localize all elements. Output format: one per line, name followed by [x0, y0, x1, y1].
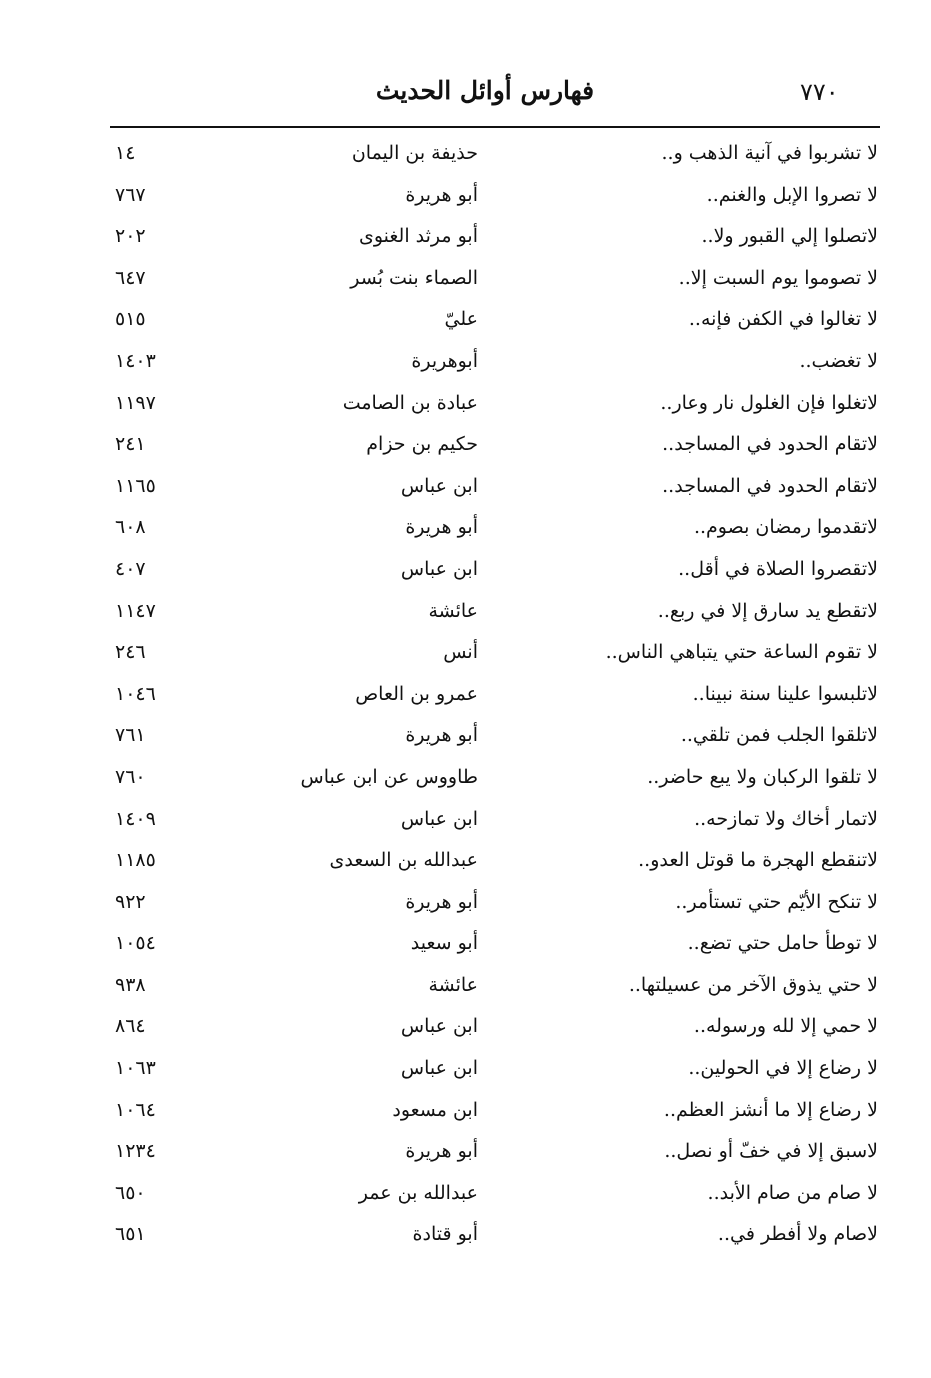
page-title: فهارس أوائل الحديث: [375, 76, 595, 105]
narrator-name: أبو هريرة: [405, 183, 478, 206]
hadith-text: لا تشربوا في آنية الذهب و..: [661, 142, 878, 164]
page-reference: ٢٠٢: [115, 225, 146, 248]
narrator-name: عبدالله بن عمر: [358, 1181, 478, 1204]
page-reference: ٦٠٨: [115, 516, 146, 539]
page-reference: ١١٤٧: [115, 599, 156, 622]
narrator-name: أبو هريرة: [405, 516, 478, 539]
hadith-text: لا تصوموا يوم السبت إلا..: [678, 266, 878, 289]
narrator-name: أبو هريرة: [405, 1140, 478, 1163]
narrator-name: عبدالله بن السعدى: [329, 849, 478, 872]
narrator-name: أبو هريرة: [405, 890, 478, 913]
narrator-name: عائشة: [428, 973, 478, 996]
hadith-text: لا حتي يذوق الآخر من عسيلتها..: [628, 973, 878, 996]
hadith-text: لاتصلوا إلي القبور ولا..: [701, 225, 878, 248]
page-reference: ٧٦١: [115, 724, 146, 747]
table-row: [100, 176, 890, 218]
hadith-text: لاتقام الحدود في المساجد..: [662, 433, 878, 456]
hadith-text: لا توطأ حامل حتي تضع..: [687, 932, 878, 955]
hadith-text: لا صام من صام الأبد..: [707, 1181, 878, 1204]
table-row: [100, 550, 890, 592]
hadith-text: لاتقام الحدود في المساجد..: [662, 474, 878, 497]
table-row: [100, 259, 890, 301]
hadith-text: لاتلبسوا علينا سنة نبينا..: [692, 682, 878, 705]
page-reference: ٦٤٧: [115, 266, 146, 289]
hadith-text: لا حمي إلا لله ورسوله..: [693, 1015, 878, 1038]
hadith-text: لا رضاع إلا ما أنشز العظم..: [663, 1098, 878, 1121]
table-row: [100, 342, 890, 384]
narrator-name: ابن عباس: [400, 557, 478, 580]
table-row: [100, 1132, 890, 1174]
hadith-text: لا تنكح الأيّم حتي تستأمر..: [675, 890, 878, 913]
hadith-text: لاتغلوا فإن الغلول نار وعار..: [660, 391, 878, 414]
narrator-name: ابن عباس: [400, 1057, 478, 1080]
narrator-name: أبو مرثد الغنوى: [358, 225, 478, 248]
narrator-name: أبو قتادة: [412, 1223, 478, 1246]
page-reference: ٦٥١: [115, 1223, 146, 1246]
narrator-name: عمرو بن العاص: [355, 682, 478, 705]
page-reference: ٥١٥: [115, 308, 146, 331]
narrator-name: أبو هريرة: [405, 724, 478, 747]
table-row: [100, 217, 890, 259]
table-row: [100, 134, 890, 176]
page-reference: ٤٠٧: [115, 557, 146, 580]
header-rule: [110, 126, 880, 128]
hadith-text: لاتمار أخاك ولا تمازحه..: [694, 807, 878, 830]
table-row: [100, 467, 890, 509]
table-row: [100, 1091, 890, 1133]
hadith-text: لا تلقوا الركبان ولا يبع حاضر..: [647, 765, 878, 788]
table-row: [100, 716, 890, 758]
table-row: [100, 758, 890, 800]
narrator-name: حكيم بن حزام: [366, 433, 478, 456]
page-reference: ٧٦٧: [115, 183, 146, 206]
table-row: [100, 592, 890, 634]
table-row: [100, 508, 890, 550]
page-reference: ٩٢٢: [115, 890, 146, 913]
page-reference: ٢٤١: [115, 433, 146, 456]
narrator-name: طاووس عن ابن عباس: [300, 765, 478, 788]
hadith-text: لاصام ولا أفطر في..: [717, 1223, 878, 1246]
narrator-name: ابن عباس: [400, 474, 478, 497]
narrator-name: ابن عباس: [400, 1015, 478, 1038]
page-reference: ١٤٠٣: [115, 349, 156, 372]
narrator-name: عليّ: [444, 308, 478, 331]
page-reference: ١١٩٧: [115, 391, 156, 414]
hadith-text: لاتلقوا الجلب فمن تلقي..: [680, 724, 878, 747]
page-reference: ١٠٦٤: [115, 1098, 156, 1121]
hadith-text: لاسبق إلا في خفّ أو نصل..: [664, 1140, 878, 1163]
table-row: [100, 966, 890, 1008]
table-row: [100, 675, 890, 717]
table-row: [100, 883, 890, 925]
narrator-name: الصماء بنت بُسر: [350, 266, 478, 289]
page-reference: ١١٦٥: [115, 474, 156, 497]
hadith-text: لا تصروا الإبل والغنم..: [706, 183, 878, 206]
table-row: [100, 1215, 890, 1257]
table-row: [100, 924, 890, 966]
hadith-text: لاتقطع يد سارق إلا في ربع..: [657, 599, 878, 622]
narrator-name: حذيفة بن اليمان: [351, 142, 478, 164]
table-row: [100, 384, 890, 426]
table-row: [100, 425, 890, 467]
hadith-text: لا تغضب..: [799, 349, 878, 372]
table-row: [100, 633, 890, 675]
page-reference: ٦٥٠: [115, 1181, 146, 1204]
page-reference: ١٢٣٤: [115, 1140, 156, 1163]
narrator-name: عائشة: [428, 599, 478, 622]
table-row: [100, 841, 890, 883]
page-reference: ٩٣٨: [115, 973, 146, 996]
page-reference: ١٤٠٩: [115, 807, 156, 830]
hadith-text: لاتنقطع الهجرة ما قوتل العدو..: [638, 849, 878, 872]
narrator-name: أنس: [443, 641, 478, 664]
hadith-text: لا تغالوا في الكفن فإنه..: [688, 308, 878, 331]
page-number: ٧٧٠: [800, 78, 839, 106]
page-reference: ١٠٤٦: [115, 682, 156, 705]
table-row: [100, 1049, 890, 1091]
hadith-text: لاتقدموا رمضان بصوم..: [693, 516, 878, 539]
table-row: [100, 1007, 890, 1049]
page-reference: ٧٦٠: [115, 765, 146, 788]
page-reference: ١٤: [115, 142, 136, 164]
hadith-text: لا رضاع إلا في الحولين..: [688, 1057, 878, 1080]
narrator-name: ابن عباس: [400, 807, 478, 830]
narrator-name: أبو سعيد: [410, 932, 478, 955]
narrator-name: عبادة بن الصامت: [342, 391, 478, 414]
narrator-name: أبوهريرة: [411, 349, 478, 372]
page-reference: ١١٨٥: [115, 849, 156, 872]
table-row: [100, 1174, 890, 1216]
table-row: [100, 800, 890, 842]
page-reference: ٨٦٤: [115, 1015, 146, 1038]
page-reference: ١٠٥٤: [115, 932, 156, 955]
index-table: [100, 134, 890, 1257]
hadith-text: لا تقوم الساعة حتي يتباهي الناس..: [605, 641, 878, 664]
narrator-name: ابن مسعود: [392, 1098, 478, 1121]
page-reference: ١٠٦٣: [115, 1057, 156, 1080]
page-reference: ٢٤٦: [115, 641, 146, 664]
table-row: [100, 300, 890, 342]
hadith-text: لاتقصروا الصلاة في أقل..: [678, 557, 878, 580]
